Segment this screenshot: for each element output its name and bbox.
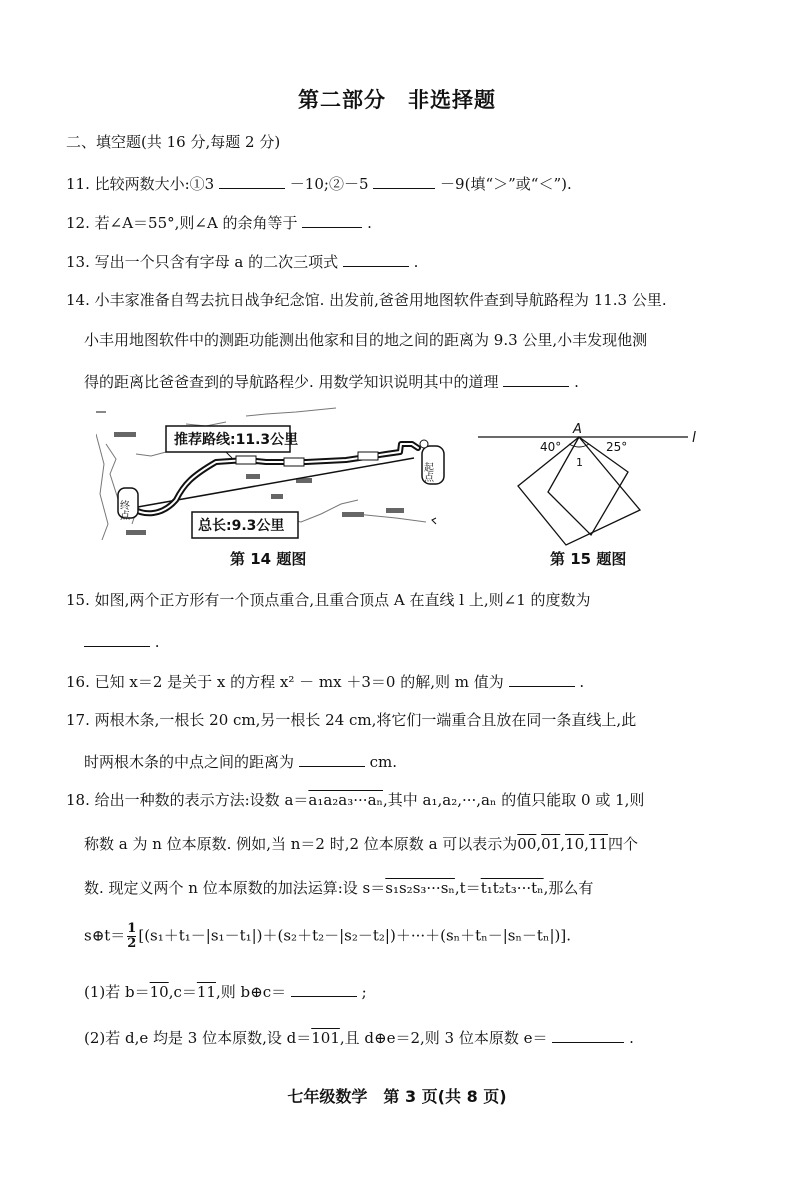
answer-blank-11a[interactable] (219, 172, 285, 189)
question-18-line-3: 数. 现定义两个 n 位本原数的加法运算:设 s＝s₁s₂s₃···sₙ,t＝t₁t₂t₃···tₙ,那么有 (84, 879, 594, 897)
answer-blank-14[interactable] (503, 370, 569, 387)
angle-1-label: 1 (576, 456, 583, 469)
answer-blank-13[interactable] (343, 250, 409, 267)
answer-blank-16[interactable] (509, 670, 575, 687)
question-14-line-3: 得的距离比爸爸查到的导航路程少. 用数学知识说明其中的道理 . (84, 370, 579, 392)
question-14-line-1: 14. 小丰家准备自驾去抗日战争纪念馆. 出发前,爸爸用地图软件查到导航路程为 11.3 公里. (66, 291, 667, 309)
question-13: 13. 写出一个只含有字母 a 的二次三项式 . (66, 250, 418, 272)
answer-blank-12[interactable] (302, 211, 362, 228)
figure-14-caption: 第 14 题图 (230, 550, 307, 568)
route-label: 推荐路线:11.3公里 (174, 432, 299, 448)
question-12: 12. 若∠A＝55°,则∠A 的余角等于 . (66, 211, 372, 233)
figure-15-diagram (478, 420, 704, 548)
section-heading: 二、填空题(共 16 分,每题 2 分) (66, 133, 281, 151)
question-18-part-1: (1)若 b＝10,c＝11,则 b⊕c＝ ; (84, 980, 367, 1002)
question-11: 11. 比较两数大小:①3 －10;②－5 －9(填“＞”或“＜”). (66, 172, 572, 194)
line-l-label: l (692, 430, 696, 446)
figure-15-caption: 第 15 题图 (550, 550, 627, 568)
answer-blank-11b[interactable] (373, 172, 435, 189)
page-title: 第二部分 非选择题 (298, 88, 496, 112)
question-18-line-1: 18. 给出一种数的表示方法:设数 a＝a₁a₂a₃···aₙ,其中 a₁,a₂,···,aₙ 的值只能取 0 或 1,则 (66, 791, 645, 809)
fraction-one-half: $\frac{1}{2}$ (127, 921, 137, 951)
end-label: 终点 (117, 500, 129, 520)
figure-14-map (96, 404, 452, 540)
question-14-line-2: 小丰用地图软件中的测距功能测出他家和目的地之间的距离为 9.3 公里,小丰发现他测 (84, 331, 648, 349)
page-footer: 七年级数学 第 3 页(共 8 页) (287, 1087, 507, 1106)
question-17-line-2: 时两根木条的中点之间的距离为 cm. (84, 750, 397, 772)
question-15-line-1: 15. 如图,两个正方形有一个顶点重合,且重合顶点 A 在直线 l 上,则∠1 的度数为 (66, 591, 591, 609)
question-16: 16. 已知 x＝2 是关于 x 的方程 x² － mx ＋3＝0 的解,则 m 值为 . (66, 670, 584, 692)
start-label: 起点 (421, 462, 433, 482)
total-label: 总长:9.3公里 (198, 518, 285, 534)
answer-blank-18-1[interactable] (291, 980, 357, 997)
answer-blank-18-2[interactable] (552, 1026, 624, 1043)
question-15-line-2: . (84, 630, 160, 652)
angle-25-label: 25° (606, 440, 628, 454)
point-a-label: A (573, 422, 582, 437)
angle-40-label: 40° (540, 440, 562, 454)
question-18-part-2: (2)若 d,e 均是 3 位本原数,设 d＝101,且 d⊕e＝2,则 3 位本原数 e＝ . (84, 1026, 634, 1048)
question-18-line-4: s⊕t＝ $\frac{1}{2}$ [(s₁＋t₁－|s₁－t₁|)＋(s₂＋t₂－|s₂－t₂|)＋···＋(sₙ＋tₙ－|sₙ－tₙ|)]. (84, 921, 571, 951)
question-18-line-2: 称数 a 为 n 位本原数. 例如,当 n＝2 时,2 位本原数 a 可以表示为00,01,10,11四个 (84, 835, 639, 853)
question-17-line-1: 17. 两根木条,一根长 20 cm,另一根长 24 cm,将它们一端重合且放在同一条直线上,此 (66, 711, 637, 729)
answer-blank-15[interactable] (84, 630, 150, 647)
answer-blank-17[interactable] (299, 750, 365, 767)
